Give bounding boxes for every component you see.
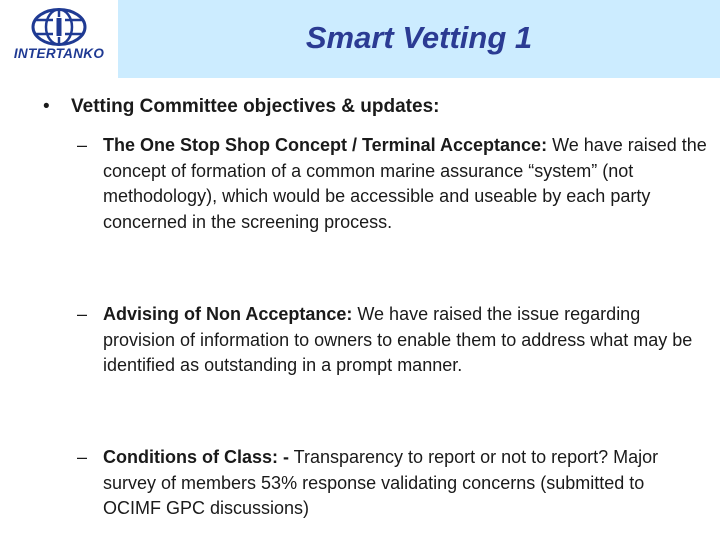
- sub-item-one-stop-shop: [77, 133, 707, 235]
- sub-item-non-acceptance: [77, 302, 707, 379]
- globe-icon: [31, 8, 87, 46]
- bullet-heading: Vetting Committee objectives & updates:: [71, 96, 440, 117]
- dash-marker: –: [77, 135, 88, 155]
- header: [118, 0, 720, 78]
- dash-marker: –: [77, 447, 88, 467]
- sub-item-lead: The One Stop Shop Concept / Terminal Acceptance:: [103, 135, 548, 155]
- dash-marker: –: [77, 304, 88, 324]
- slide-content: [0, 78, 720, 540]
- page-title: Smart Vetting 1: [305, 20, 533, 55]
- bullet-marker: •: [43, 96, 50, 117]
- sub-item-conditions-of-class: [77, 445, 707, 522]
- logo: [0, 0, 118, 78]
- sub-item-text: We have raised the concept of formation of a common marine assurance “system” (not methodology), which would be accessible and useable by each party concerned in the screening process.: [103, 135, 707, 232]
- sub-item-text: Transparency to report or not to report? Major survey of members 53% response validating concerns (submitted to OCIMF GPC discussions): [103, 447, 659, 518]
- sub-item-lead: Advising of Non Acceptance:: [103, 304, 353, 324]
- sub-item-lead: Conditions of Class: -: [103, 447, 289, 467]
- sub-item-text: We have raised the issue regarding provision of information to owners to enable them to address what may be identified as outstanding in a prompt manner.: [103, 304, 693, 375]
- logo-wordmark: INTERTANKO: [13, 46, 105, 61]
